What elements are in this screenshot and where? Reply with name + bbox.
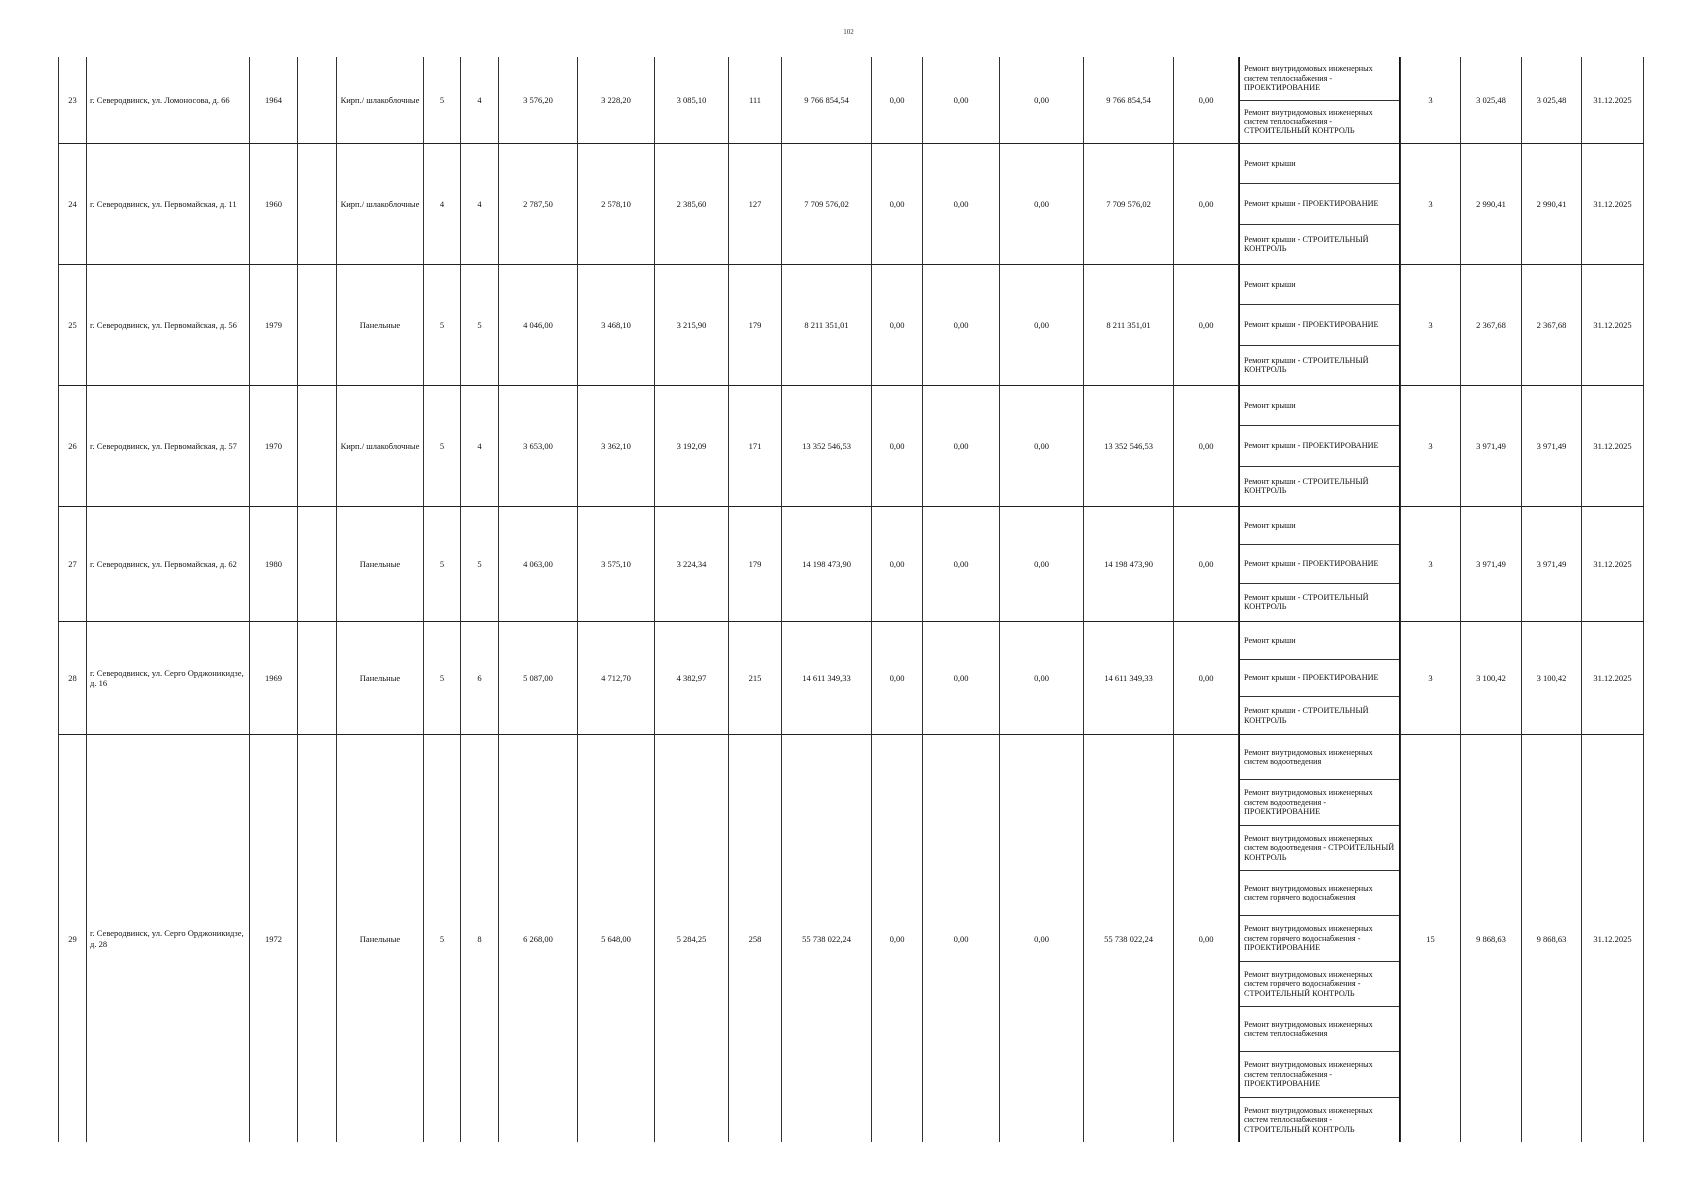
row-number: 23 <box>59 57 87 144</box>
work-item: Ремонт крыши - СТРОИТЕЛЬНЫЙ КОНТРОЛЬ <box>1244 592 1369 612</box>
entrances-cell: 4 <box>461 144 499 265</box>
owners-funds-cell: 14 611 349,33 <box>1084 622 1174 735</box>
work-item: Ремонт внутридомовых инженерных систем водоотведения - СТРОИТЕЛЬНЫЙ КОНТРОЛЬ <box>1240 826 1399 871</box>
count-cell: 3 <box>1401 507 1461 622</box>
owners-funds-cell: 14 198 473,90 <box>1084 507 1174 622</box>
wall-material-cell: Кирп./ шлакоблочные <box>337 386 424 507</box>
works-list <box>1239 144 1400 264</box>
row-number: 26 <box>59 386 87 507</box>
deadline-cell: 31.12.2025 <box>1582 57 1644 144</box>
total-cost-cell: 7 709 576,02 <box>782 144 872 265</box>
deadline-cell: 31.12.2025 <box>1582 144 1644 265</box>
row-number: 28 <box>59 622 87 735</box>
year-cell: 1960 <box>250 144 298 265</box>
year-cell: 1980 <box>250 507 298 622</box>
count-cell: 3 <box>1401 265 1461 386</box>
residential-area-cell: 3 224,34 <box>655 507 729 622</box>
wall-material-cell: Панельные <box>337 735 424 1143</box>
work-item: Ремонт крыши <box>1240 622 1399 660</box>
works-list <box>1239 386 1400 506</box>
total-cost-cell: 14 611 349,33 <box>782 622 872 735</box>
amount-cell: 0,00 <box>1000 622 1084 735</box>
entrances-cell: 5 <box>461 507 499 622</box>
count-cell: 3 <box>1401 622 1461 735</box>
premises-area-cell: 3 228,20 <box>578 57 655 144</box>
works-list <box>1239 735 1400 1142</box>
entrances-cell: 5 <box>461 265 499 386</box>
limit-cost-cell: 9 868,63 <box>1522 735 1582 1143</box>
amount-cell: 0,00 <box>923 622 1000 735</box>
deadline-cell: 31.12.2025 <box>1582 507 1644 622</box>
amount-cell: 0,00 <box>872 144 923 265</box>
premises-area-cell: 5 648,00 <box>578 735 655 1143</box>
limit-cost-cell: 2 990,41 <box>1522 144 1582 265</box>
amount-cell: 0,00 <box>923 386 1000 507</box>
entrances-cell: 4 <box>461 57 499 144</box>
entrances-cell: 8 <box>461 735 499 1143</box>
limit-cost-cell: 3 971,49 <box>1522 507 1582 622</box>
total-cost-cell: 8 211 351,01 <box>782 265 872 386</box>
unit-cost-cell: 3 971,49 <box>1461 507 1522 622</box>
total-area-cell: 4 046,00 <box>499 265 578 386</box>
floors-cell: 5 <box>424 265 461 386</box>
work-item: Ремонт внутридомовых инженерных систем горячего водоснабжения - ПРОЕКТИРОВАНИЕ <box>1240 916 1399 961</box>
works-cell <box>1239 57 1401 144</box>
residents-cell: 179 <box>729 507 782 622</box>
work-item: Ремонт внутридомовых инженерных систем водоотведения - ПРОЕКТИРОВАНИЕ <box>1240 780 1399 825</box>
work-item: Ремонт крыши - СТРОИТЕЛЬНЫЙ КОНТРОЛЬ <box>1244 476 1369 496</box>
amount-cell: 0,00 <box>923 57 1000 144</box>
amount-cell: 0,00 <box>1174 265 1239 386</box>
residential-area-cell: 5 284,25 <box>655 735 729 1143</box>
residential-area-cell: 3 192,09 <box>655 386 729 507</box>
row-number: 24 <box>59 144 87 265</box>
residential-area-cell: 3 085,10 <box>655 57 729 144</box>
works-cell <box>1239 265 1401 386</box>
deadline-cell: 31.12.2025 <box>1582 386 1644 507</box>
amount-cell: 0,00 <box>923 507 1000 622</box>
year-cell: 1970 <box>250 386 298 507</box>
owners-funds-cell: 13 352 546,53 <box>1084 386 1174 507</box>
empty-cell <box>298 144 337 265</box>
works-cell <box>1239 144 1401 265</box>
works-cell <box>1239 386 1401 507</box>
floors-cell: 5 <box>424 735 461 1143</box>
amount-cell: 0,00 <box>1000 265 1084 386</box>
residential-area-cell: 4 382,97 <box>655 622 729 735</box>
amount-cell: 0,00 <box>1000 386 1084 507</box>
wall-material-cell: Панельные <box>337 507 424 622</box>
unit-cost-cell: 2 367,68 <box>1461 265 1522 386</box>
amount-cell: 0,00 <box>1174 386 1239 507</box>
table-row <box>59 57 1644 144</box>
residents-cell: 258 <box>729 735 782 1143</box>
empty-cell <box>298 735 337 1143</box>
deadline-cell: 31.12.2025 <box>1582 265 1644 386</box>
total-area-cell: 5 087,00 <box>499 622 578 735</box>
work-item: Ремонт крыши - ПРОЕКТИРОВАНИЕ <box>1240 305 1399 345</box>
address-cell: г. Северодвинск, ул. Первомайская, д. 57 <box>87 386 250 507</box>
deadline-cell: 31.12.2025 <box>1582 622 1644 735</box>
limit-cost-cell: 3 971,49 <box>1522 386 1582 507</box>
total-area-cell: 3 576,20 <box>499 57 578 144</box>
page-number: 102 <box>843 28 854 36</box>
works-cell <box>1239 622 1401 735</box>
unit-cost-cell: 9 868,63 <box>1461 735 1522 1143</box>
amount-cell: 0,00 <box>1000 735 1084 1143</box>
premises-area-cell: 3 468,10 <box>578 265 655 386</box>
premises-area-cell: 4 712,70 <box>578 622 655 735</box>
work-item: Ремонт внутридомовых инженерных систем теплоснабжения - ПРОЕКТИРОВАНИЕ <box>1240 57 1399 101</box>
limit-cost-cell: 3 100,42 <box>1522 622 1582 735</box>
work-item: Ремонт крыши - СТРОИТЕЛЬНЫЙ КОНТРОЛЬ <box>1244 355 1369 375</box>
works-list <box>1239 57 1400 143</box>
amount-cell: 0,00 <box>1000 57 1084 144</box>
owners-funds-cell: 55 738 022,24 <box>1084 735 1174 1143</box>
row-number: 25 <box>59 265 87 386</box>
amount-cell: 0,00 <box>1174 144 1239 265</box>
work-item: Ремонт крыши - СТРОИТЕЛЬНЫЙ КОНТРОЛЬ <box>1244 234 1369 254</box>
table-row <box>59 507 1644 622</box>
floors-cell: 5 <box>424 622 461 735</box>
residential-area-cell: 3 215,90 <box>655 265 729 386</box>
unit-cost-cell: 3 100,42 <box>1461 622 1522 735</box>
amount-cell: 0,00 <box>872 386 923 507</box>
amount-cell: 0,00 <box>872 735 923 1143</box>
works-list <box>1239 622 1400 734</box>
unit-cost-cell: 3 971,49 <box>1461 386 1522 507</box>
work-item: Ремонт внутридомовых инженерных систем теплоснабжения <box>1240 1007 1399 1052</box>
amount-cell: 0,00 <box>1174 622 1239 735</box>
table-row <box>59 735 1644 1143</box>
total-cost-cell: 14 198 473,90 <box>782 507 872 622</box>
amount-cell: 0,00 <box>1000 144 1084 265</box>
wall-material-cell: Панельные <box>337 265 424 386</box>
premises-area-cell: 3 575,10 <box>578 507 655 622</box>
floors-cell: 5 <box>424 57 461 144</box>
empty-cell <box>298 57 337 144</box>
work-item: Ремонт крыши - ПРОЕКТИРОВАНИЕ <box>1240 660 1399 698</box>
residents-cell: 127 <box>729 144 782 265</box>
work-item: Ремонт крыши <box>1240 144 1399 184</box>
owners-funds-cell: 9 766 854,54 <box>1084 57 1174 144</box>
total-cost-cell: 55 738 022,24 <box>782 735 872 1143</box>
amount-cell: 0,00 <box>872 265 923 386</box>
owners-funds-cell: 7 709 576,02 <box>1084 144 1174 265</box>
table-row <box>59 622 1644 735</box>
address-cell: г. Северодвинск, ул. Первомайская, д. 11 <box>87 144 250 265</box>
total-area-cell: 4 063,00 <box>499 507 578 622</box>
table-row <box>59 265 1644 386</box>
limit-cost-cell: 2 367,68 <box>1522 265 1582 386</box>
amount-cell: 0,00 <box>1174 507 1239 622</box>
work-item: Ремонт крыши - ПРОЕКТИРОВАНИЕ <box>1240 545 1399 583</box>
amount-cell: 0,00 <box>872 57 923 144</box>
works-cell <box>1239 735 1401 1143</box>
empty-cell <box>298 265 337 386</box>
total-area-cell: 3 653,00 <box>499 386 578 507</box>
repair-program-table <box>58 57 1644 1142</box>
year-cell: 1972 <box>250 735 298 1143</box>
work-item: Ремонт внутридомовых инженерных систем теплоснабжения - СТРОИТЕЛЬНЫЙ КОНТРОЛЬ <box>1244 1105 1373 1134</box>
amount-cell: 0,00 <box>872 507 923 622</box>
residents-cell: 179 <box>729 265 782 386</box>
work-item: Ремонт внутридомовых инженерных систем горячего водоснабжения <box>1240 871 1399 916</box>
count-cell: 3 <box>1401 386 1461 507</box>
year-cell: 1969 <box>250 622 298 735</box>
count-cell: 15 <box>1401 735 1461 1143</box>
amount-cell: 0,00 <box>923 144 1000 265</box>
wall-material-cell: Панельные <box>337 622 424 735</box>
unit-cost-cell: 3 025,48 <box>1461 57 1522 144</box>
year-cell: 1979 <box>250 265 298 386</box>
total-area-cell: 2 787,50 <box>499 144 578 265</box>
amount-cell: 0,00 <box>1174 57 1239 144</box>
total-cost-cell: 9 766 854,54 <box>782 57 872 144</box>
residential-area-cell: 2 385,60 <box>655 144 729 265</box>
address-cell: г. Северодвинск, ул. Серго Орджоникидзе, д. 28 <box>87 735 250 1143</box>
wall-material-cell: Кирп./ шлакоблочные <box>337 57 424 144</box>
table-row <box>59 144 1644 265</box>
premises-area-cell: 3 362,10 <box>578 386 655 507</box>
address-cell: г. Северодвинск, ул. Первомайская, д. 62 <box>87 507 250 622</box>
year-cell: 1964 <box>250 57 298 144</box>
residents-cell: 171 <box>729 386 782 507</box>
work-item: Ремонт крыши - ПРОЕКТИРОВАНИЕ <box>1240 426 1399 466</box>
owners-funds-cell: 8 211 351,01 <box>1084 265 1174 386</box>
total-area-cell: 6 268,00 <box>499 735 578 1143</box>
works-list <box>1239 507 1400 621</box>
row-number: 27 <box>59 507 87 622</box>
work-item: Ремонт внутридомовых инженерных систем горячего водоснабжения - СТРОИТЕЛЬНЫЙ КОНТРОЛЬ <box>1240 962 1399 1007</box>
floors-cell: 5 <box>424 386 461 507</box>
residents-cell: 111 <box>729 57 782 144</box>
count-cell: 3 <box>1401 144 1461 265</box>
floors-cell: 4 <box>424 144 461 265</box>
amount-cell: 0,00 <box>923 265 1000 386</box>
work-item: Ремонт внутридомовых инженерных систем теплоснабжения - СТРОИТЕЛЬНЫЙ КОНТРОЛЬ <box>1244 107 1373 136</box>
amount-cell: 0,00 <box>872 622 923 735</box>
premises-area-cell: 2 578,10 <box>578 144 655 265</box>
work-item: Ремонт крыши <box>1240 265 1399 305</box>
count-cell: 3 <box>1401 57 1461 144</box>
work-item: Ремонт внутридомовых инженерных систем водоотведения <box>1240 735 1399 780</box>
address-cell: г. Северодвинск, ул. Серго Орджоникидзе, д. 16 <box>87 622 250 735</box>
deadline-cell: 31.12.2025 <box>1582 735 1644 1143</box>
floors-cell: 5 <box>424 507 461 622</box>
address-cell: г. Северодвинск, ул. Ломоносова, д. 66 <box>87 57 250 144</box>
amount-cell: 0,00 <box>1174 735 1239 1143</box>
amount-cell: 0,00 <box>1000 507 1084 622</box>
unit-cost-cell: 2 990,41 <box>1461 144 1522 265</box>
entrances-cell: 4 <box>461 386 499 507</box>
table-row <box>59 386 1644 507</box>
empty-cell <box>298 622 337 735</box>
residents-cell: 215 <box>729 622 782 735</box>
work-item: Ремонт внутридомовых инженерных систем теплоснабжения - ПРОЕКТИРОВАНИЕ <box>1240 1052 1399 1097</box>
work-item: Ремонт крыши <box>1240 386 1399 426</box>
works-list <box>1239 265 1400 385</box>
amount-cell: 0,00 <box>923 735 1000 1143</box>
work-item: Ремонт крыши <box>1240 507 1399 545</box>
work-item: Ремонт крыши - ПРОЕКТИРОВАНИЕ <box>1240 184 1399 224</box>
row-number: 29 <box>59 735 87 1143</box>
total-cost-cell: 13 352 546,53 <box>782 386 872 507</box>
work-item: Ремонт крыши - СТРОИТЕЛЬНЫЙ КОНТРОЛЬ <box>1244 706 1369 725</box>
limit-cost-cell: 3 025,48 <box>1522 57 1582 144</box>
empty-cell <box>298 386 337 507</box>
works-cell <box>1239 507 1401 622</box>
wall-material-cell: Кирп./ шлакоблочные <box>337 144 424 265</box>
address-cell: г. Северодвинск, ул. Первомайская, д. 56 <box>87 265 250 386</box>
empty-cell <box>298 507 337 622</box>
entrances-cell: 6 <box>461 622 499 735</box>
